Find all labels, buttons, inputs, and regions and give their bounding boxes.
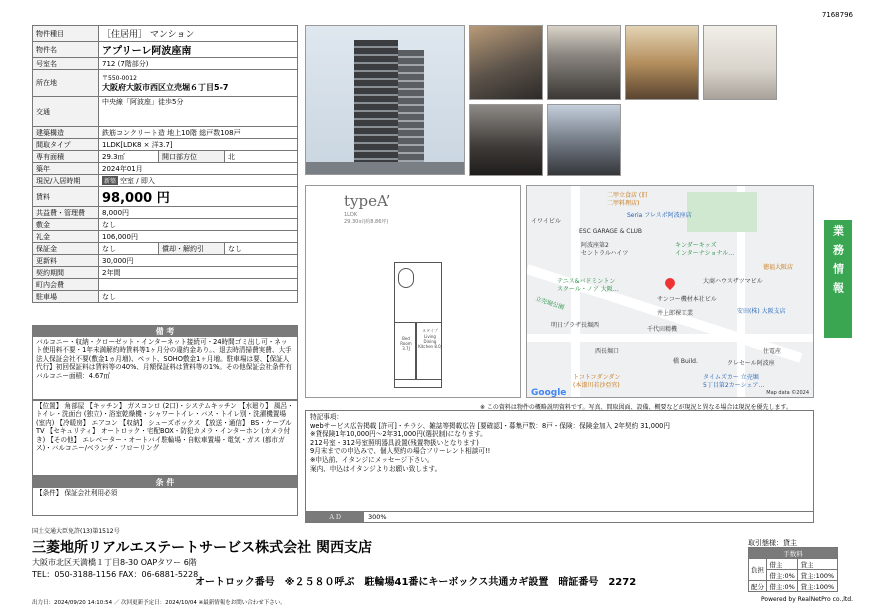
label-mgmt: 共益費・管理費 [33, 207, 99, 219]
value-renewal: 30,000円 [99, 255, 298, 267]
label-term: 契約期間 [33, 267, 99, 279]
business-info-tab[interactable] [824, 220, 852, 338]
map-label: セントラルハイツ [581, 250, 629, 257]
map-label: 大商ハウスザツマビル [703, 278, 763, 285]
map-label: 井上郎裸工業 [657, 310, 694, 317]
map-label: テニス&バドミントン [557, 278, 616, 285]
floorplan-bath [398, 268, 414, 288]
floorplan-room2: Ａタイプ Living Dining Kitchen 8.0J [418, 328, 442, 349]
map-label: インターナショナル… [675, 250, 735, 257]
map-label: タイムズカー 立売堀 [703, 374, 759, 381]
map-label: キンダーキッズ [675, 242, 717, 249]
map-label: 安田(株) 大阪支店 [737, 308, 786, 315]
label-guarantee: 保証金 [33, 243, 99, 255]
address-text: 大阪府大阪市西区立売堀６丁目5-7 [102, 83, 229, 92]
map-label: 5丁目第2カーシェア… [703, 382, 765, 389]
note-line: 9月末までの申込みで、個人契約の場合フリーレント相談可!! [310, 447, 491, 456]
map-label: 千代田精機 [647, 326, 678, 333]
value-built: 2024年01月 [99, 163, 298, 175]
label-key-money: 礼金 [33, 231, 99, 243]
map-label: 二甲料理店) [607, 200, 640, 207]
map-park [687, 192, 757, 232]
access-message: オートロック番号 ※２５８０呼ぶ 駐輪場41番にキーボックス共通カギ設置 暗証番号 2272 [195, 577, 637, 588]
label-rent: 賃料 [33, 187, 99, 207]
label-amortization: 償却・解約引 [159, 243, 225, 255]
map-label: イワイビル [531, 218, 561, 225]
value-guarantee: なし [99, 243, 159, 255]
tab-label: 業務情報 [831, 225, 845, 301]
map-label: 明日プラザ長堀西 [551, 322, 600, 329]
ad-value: 300% [368, 513, 387, 521]
map-label: トコトコダンダン [573, 374, 621, 381]
label-parking: 駐車場 [33, 291, 99, 303]
floorplan-spec: 29.30㎡(約8.86坪) [344, 219, 389, 225]
value-amortization: なし [225, 243, 298, 255]
note-line: ※申込前、イタンジにメッセージ下さい。 [310, 455, 434, 464]
note-line: 案内、申込はイタンジよりお願い致します。 [310, 464, 442, 473]
label-built: 築年 [33, 163, 99, 175]
floorplan-sub: 1LDK [344, 212, 358, 218]
map-road-3 [527, 334, 814, 342]
fee-burden-label: 負担 [749, 559, 767, 581]
ad-row [306, 511, 813, 522]
building-shape [354, 40, 398, 172]
room-photo-1 [469, 25, 543, 100]
facilities-text: 【位置】 角部屋 【キッチン】 ガスコンロ (2口)・システムキッチン 【水廻り】 風呂・トイレ・洗面台 (独立)・浴室乾燥機・シャワートイレ・バス・トイレ別・洗濯機置場 (室内) 【冷暖房】 エアコン 【収納】 シューズボックス 【放送・通信】 BS・ケーブルTV 【セキュリティ】 オートロック・宅配BOX・防犯カメラ・インターホン (カメラ付き) 【その他】 エレベーター・オートバイ駐輪場・自転車置場・電気・ガス (都市ガス)・バルコニー/ベランダ・フローリング [36, 402, 294, 453]
map-label: クレセール阿波座 [727, 360, 775, 367]
location-pin-icon [663, 276, 677, 290]
value-term: 2年間 [99, 267, 298, 279]
conditions-heading: 条 件 [33, 477, 297, 488]
fee-share-label: 配分 [749, 581, 767, 592]
conditions-text: 【条件】 保証会社利用必須 [36, 489, 118, 497]
floorplan-room1: Bed Room 3.7J [400, 336, 412, 351]
room-photo-6 [547, 104, 621, 176]
room-photo-4 [703, 25, 777, 100]
transaction-form: 取引態様：貸主 [748, 539, 797, 547]
label-orientation: 開口部方位 [159, 151, 225, 163]
property-table [32, 25, 298, 303]
value-area: 29.3㎡ [99, 151, 159, 163]
note-line: 212号室・312号室照明器具設置(残置物扱いとなります) [310, 438, 479, 447]
value-room: 712 (7階部分) [99, 58, 298, 70]
value-orientation: 北 [225, 151, 298, 163]
label-name: 物件名 [33, 42, 99, 58]
google-logo: Google [531, 388, 567, 398]
fee-cell: 貸主 [798, 559, 838, 570]
fee-cell: 貸主:100% [798, 581, 838, 592]
map-label: 二甲立食店 (旧 [607, 192, 648, 199]
label-kind: 物件種目 [33, 26, 99, 42]
note-line: ※貸保険1年10,000円〜2年31,000円(選択制)になります。 [310, 430, 487, 439]
document-id: 7168796 [821, 11, 853, 19]
value-key-money: 106,000円 [99, 231, 298, 243]
map-label: 西長堀口 [595, 348, 620, 355]
label-area: 専有面積 [33, 151, 99, 163]
label-structure: 建築構造 [33, 127, 99, 139]
value-mgmt: 8,000円 [99, 207, 298, 219]
room-photo-2 [547, 25, 621, 100]
map-label: 立売堀公園 [534, 295, 566, 312]
fee-heading: 手数料 [749, 548, 838, 559]
fee-cell: 貸主:100% [798, 570, 838, 581]
value-structure: 鉄筋コンクリート造 地上10階 総戸数108戸 [99, 127, 298, 139]
map-label: ESC GARAGE & CLUB [579, 228, 643, 235]
label-status: 現況/入居時期 [33, 175, 99, 187]
powered-by: Powered by RealNetPro co.,ltd. [761, 596, 853, 603]
license-number: 国土交通大臣免許(13)第1512号 [32, 528, 120, 535]
label-address: 所在地 [33, 70, 99, 97]
map-label: (本漆川若沙亞官) [573, 382, 620, 389]
remarks-heading: 備 考 [33, 326, 297, 337]
output-dates: 出力日：2024/09/20 14:10:54 ／ 次回更新予定日：2024/10/04 ※最新情報をお問い合わせ下さい。 [32, 600, 286, 606]
floor-plan [305, 185, 521, 398]
label-room: 号室名 [33, 58, 99, 70]
label-renewal: 更新料 [33, 255, 99, 267]
map-label: Seria フレスポ阿波座店 [627, 212, 692, 219]
fee-cell: 借主:0% [767, 581, 798, 592]
value-town-fee [99, 279, 298, 291]
room-photo-5 [469, 104, 543, 176]
floorplan-type: typeA’ [344, 192, 391, 210]
map-label: 徳福大阪店 [763, 264, 794, 271]
building-side [398, 50, 424, 172]
map-label: 橋 Build. [673, 358, 698, 365]
map-label: スクール・ノア 大阪… [557, 286, 619, 293]
fee-cell: 借主 [767, 559, 798, 570]
floorplan-bedroom [394, 322, 416, 380]
disclaimer: ※ この資料は物件の概略説明資料です。写真、間取図面、設備、概要などが現況と異なる場合は現況を優先します。 [480, 404, 792, 411]
label-layout: 間取タイプ [33, 139, 99, 151]
company-name: 三菱地所リアルエステートサービス株式会社 関西支店 [32, 540, 373, 556]
value-layout: 1LDK[LDK8 × 洋3.7] [99, 139, 298, 151]
company-address: 大阪市北区天満橋１丁目8-30 OAPタワー 6階 [32, 558, 197, 567]
notes-text [306, 411, 813, 475]
map-credit: Map data ©2024 [766, 390, 809, 396]
status-text: 空室 / 即入 [120, 176, 155, 185]
remarks-text: バルコニー・収納・クローゼット・インターネット接続可・24時間ゴミ出し可・ネット使用料不要・1年未満解約時賃料等1ヶ月分の違約金あり。、退去時清掃費実費、大手法人保証会社不要(敷金1ヵ月増)、ペット、SOHO敷金1ヶ月増。駐車場は要、【保証人代行】初回保証料は賃料等の40%、月額保証料は賃料等の1%。その他保証会社条件有バルコニー面積：4.67㎡ [36, 338, 292, 380]
map-label: 住電産 [763, 348, 782, 355]
remarks-box [32, 325, 298, 400]
notes-box [305, 410, 814, 523]
fee-cell: 借主:0% [767, 570, 798, 581]
value-status [99, 175, 298, 187]
value-rent: 98,000 円 [99, 187, 298, 207]
location-map[interactable] [526, 185, 814, 398]
value-parking: なし [99, 291, 298, 303]
value-deposit: なし [99, 219, 298, 231]
facilities-box [32, 400, 298, 476]
note-line: webサービス広告掲載 [許可]・チラシ、雑誌等掲載広告 [要確認]・募集戸数：8戸・保険：保険金加入 2年契約 31,000円 [310, 421, 670, 430]
label-access: 交通 [33, 97, 99, 127]
new-badge: 新築 [104, 177, 117, 185]
note-line: 特記事項： [310, 413, 343, 421]
fee-table [748, 547, 838, 592]
zip-code: 〒550-0012 [102, 75, 137, 82]
ad-label: ＡＤ [306, 512, 364, 522]
room-photo-3 [625, 25, 699, 100]
map-label: サンコー機材本社ビル [657, 296, 717, 303]
label-deposit: 敷金 [33, 219, 99, 231]
value-name: アプリーレ阿波座南 [99, 42, 298, 58]
value-address [99, 70, 298, 97]
value-kind: ［住居用］ マンション [99, 26, 298, 42]
street [306, 162, 464, 174]
value-access: 中央線「阿波座」徒歩5分 [99, 97, 298, 127]
map-label: 阿波座第2 [581, 242, 609, 249]
building-photo [305, 25, 465, 175]
label-town-fee: 町内会費 [33, 279, 99, 291]
company-phone: TEL：050-3188-1156 FAX：06-6881-5228 [32, 570, 199, 579]
conditions-box [32, 476, 298, 516]
